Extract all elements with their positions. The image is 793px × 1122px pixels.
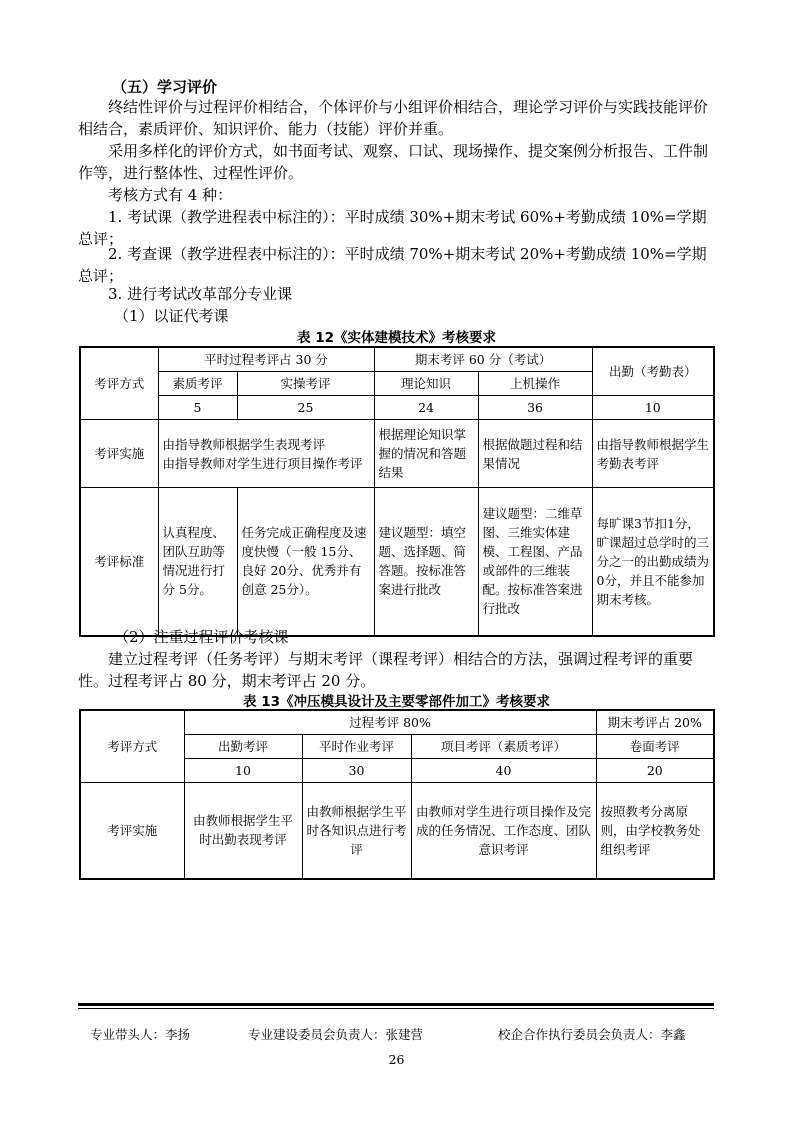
t12-score-theory: 24 [374, 396, 478, 420]
footer-rule-thin [78, 1008, 714, 1009]
table12-assessment [79, 346, 715, 637]
t12-score-attendance: 10 [592, 396, 714, 420]
footer-school-enterprise: 校企合作执行委员会负责人：李鑫 [498, 1027, 686, 1042]
t12-score-training: 25 [237, 396, 374, 420]
paragraph-process-course: （2）注重过程评价考核课 [114, 628, 289, 646]
t12-impl-label: 考评实施 [80, 420, 158, 488]
paragraph-process-method: 建立过程考评（任务考评）与期末考评（课程考评）相结合的方法，强调过程考评的重要性。过程考评占 80 分，期末考评占 20 分。 [78, 650, 694, 690]
t13-group-final: 期末考评占 20% [596, 710, 714, 735]
t13-score-exam: 20 [596, 759, 714, 783]
t12-sub-quality: 素质考评 [158, 372, 237, 396]
t12-impl-process: 由指导教师根据学生表现考评 由指导教师对学生进行项目操作考评 [162, 436, 363, 471]
t12-attendance-header: 出勤（考勤表） [592, 347, 714, 396]
footer-committee: 专业建设委员会负责人：张建营 [248, 1027, 424, 1042]
t13-score-homework: 30 [302, 759, 411, 783]
t12-method-label: 考评方式 [80, 347, 158, 420]
t12-std-label: 考评标准 [80, 488, 158, 636]
t12-std-attendance: 每旷课3节扣1分，旷课超过总学时的三分之一的出勤成绩为 0分，并且不能参加期末考核。 [592, 488, 714, 636]
page-number: 26 [388, 1052, 405, 1067]
paragraph-cert-course: （1）以证代考课 [114, 307, 229, 325]
t13-impl-project: 由教师对学生进行项目操作及完成的任务情况、工作态度、团队意识考评 [411, 783, 596, 879]
t13-impl-attendance: 由教师根据学生平时出勤表现考评 [184, 783, 302, 879]
t13-sub-homework: 平时作业考评 [302, 735, 411, 759]
t12-sub-theory: 理论知识 [374, 372, 478, 396]
table13-caption: 表 13《冲压模具设计及主要零部件加工》考核要求 [243, 694, 550, 710]
t12-impl-machine: 根据做题过程和结果情况 [478, 420, 592, 488]
t13-sub-project: 项目考评（素质考评） [411, 735, 596, 759]
t12-group-final: 期末考评 60 分（考试） [374, 347, 592, 372]
t12-sub-training: 实操考评 [237, 372, 374, 396]
t12-score-machine: 36 [478, 396, 592, 420]
t12-std-training: 任务完成正确程度及速度快慢（一般 15分、良好 20分、优秀并有创意 25分）。 [237, 488, 374, 636]
t13-score-project: 40 [411, 759, 596, 783]
t13-impl-homework: 由教师根据学生平时各知识点进行考评 [302, 783, 411, 879]
t13-sub-exam: 卷面考评 [596, 735, 714, 759]
t13-sub-attendance: 出勤考评 [184, 735, 302, 759]
t13-impl-exam: 按照教考分离原则，由学校教务处组织考评 [596, 783, 714, 879]
t12-std-quality: 认真程度、团队互助等情况进行打分 5分。 [158, 488, 237, 636]
section-title: （五）学习评价 [112, 78, 218, 96]
t12-std-theory: 建议题型：填空题、选择题、简答题。按标准答案进行批改 [374, 488, 478, 636]
t13-method-label: 考评方式 [80, 710, 184, 783]
paragraph-check-course: 2. 考查课（教学进程表中标注的）：平时成绩 70%+期末考试 20%+考勤成绩 10%=学期总评； [78, 245, 707, 285]
table13-assessment [79, 709, 715, 880]
t12-group-process: 平时过程考评占 30 分 [158, 347, 374, 372]
paragraph-exam-course: 1. 考试课（教学进程表中标注的）：平时成绩 30%+期末考试 60%+考勤成绩 10%=学期总评； [78, 208, 707, 248]
paragraph-evaluation-principles: 终结性评价与过程评价相结合，个体评价与小组评价相结合，理论学习评价与实践技能评价相结合，素质评价、知识评价、能力（技能）评价并重。 [78, 98, 709, 138]
t12-sub-machine: 上机操作 [478, 372, 592, 396]
t12-std-machine: 建议题型：二维草图、三维实体建模、工程图、产品或部件的三维装配。按标准答案进行批改 [478, 488, 592, 636]
t12-impl-theory: 根据理论知识掌握的情况和答题结果 [374, 420, 478, 488]
paragraph-assessment-count: 考核方式有 4 种： [108, 186, 233, 204]
paragraph-evaluation-methods: 采用多样化的评价方式，如书面考试、观察、口试、现场操作、提交案例分析报告、工件制作等，进行整体性、过程性评价。 [78, 142, 709, 182]
t13-group-process: 过程考评 80% [184, 710, 596, 735]
paragraph-reform-course: 3. 进行考试改革部分专业课 [108, 285, 293, 303]
t13-score-attendance: 10 [184, 759, 302, 783]
footer-rule-thick [78, 1003, 714, 1006]
t12-impl-attendance: 由指导教师根据学生考勤表考评 [592, 420, 714, 488]
t12-score-quality: 5 [158, 396, 237, 420]
t13-impl-label: 考评实施 [80, 783, 184, 879]
table12-caption: 表 12《实体建模技术》考核要求 [297, 330, 496, 346]
footer-leader: 专业带头人：李扬 [90, 1027, 191, 1042]
